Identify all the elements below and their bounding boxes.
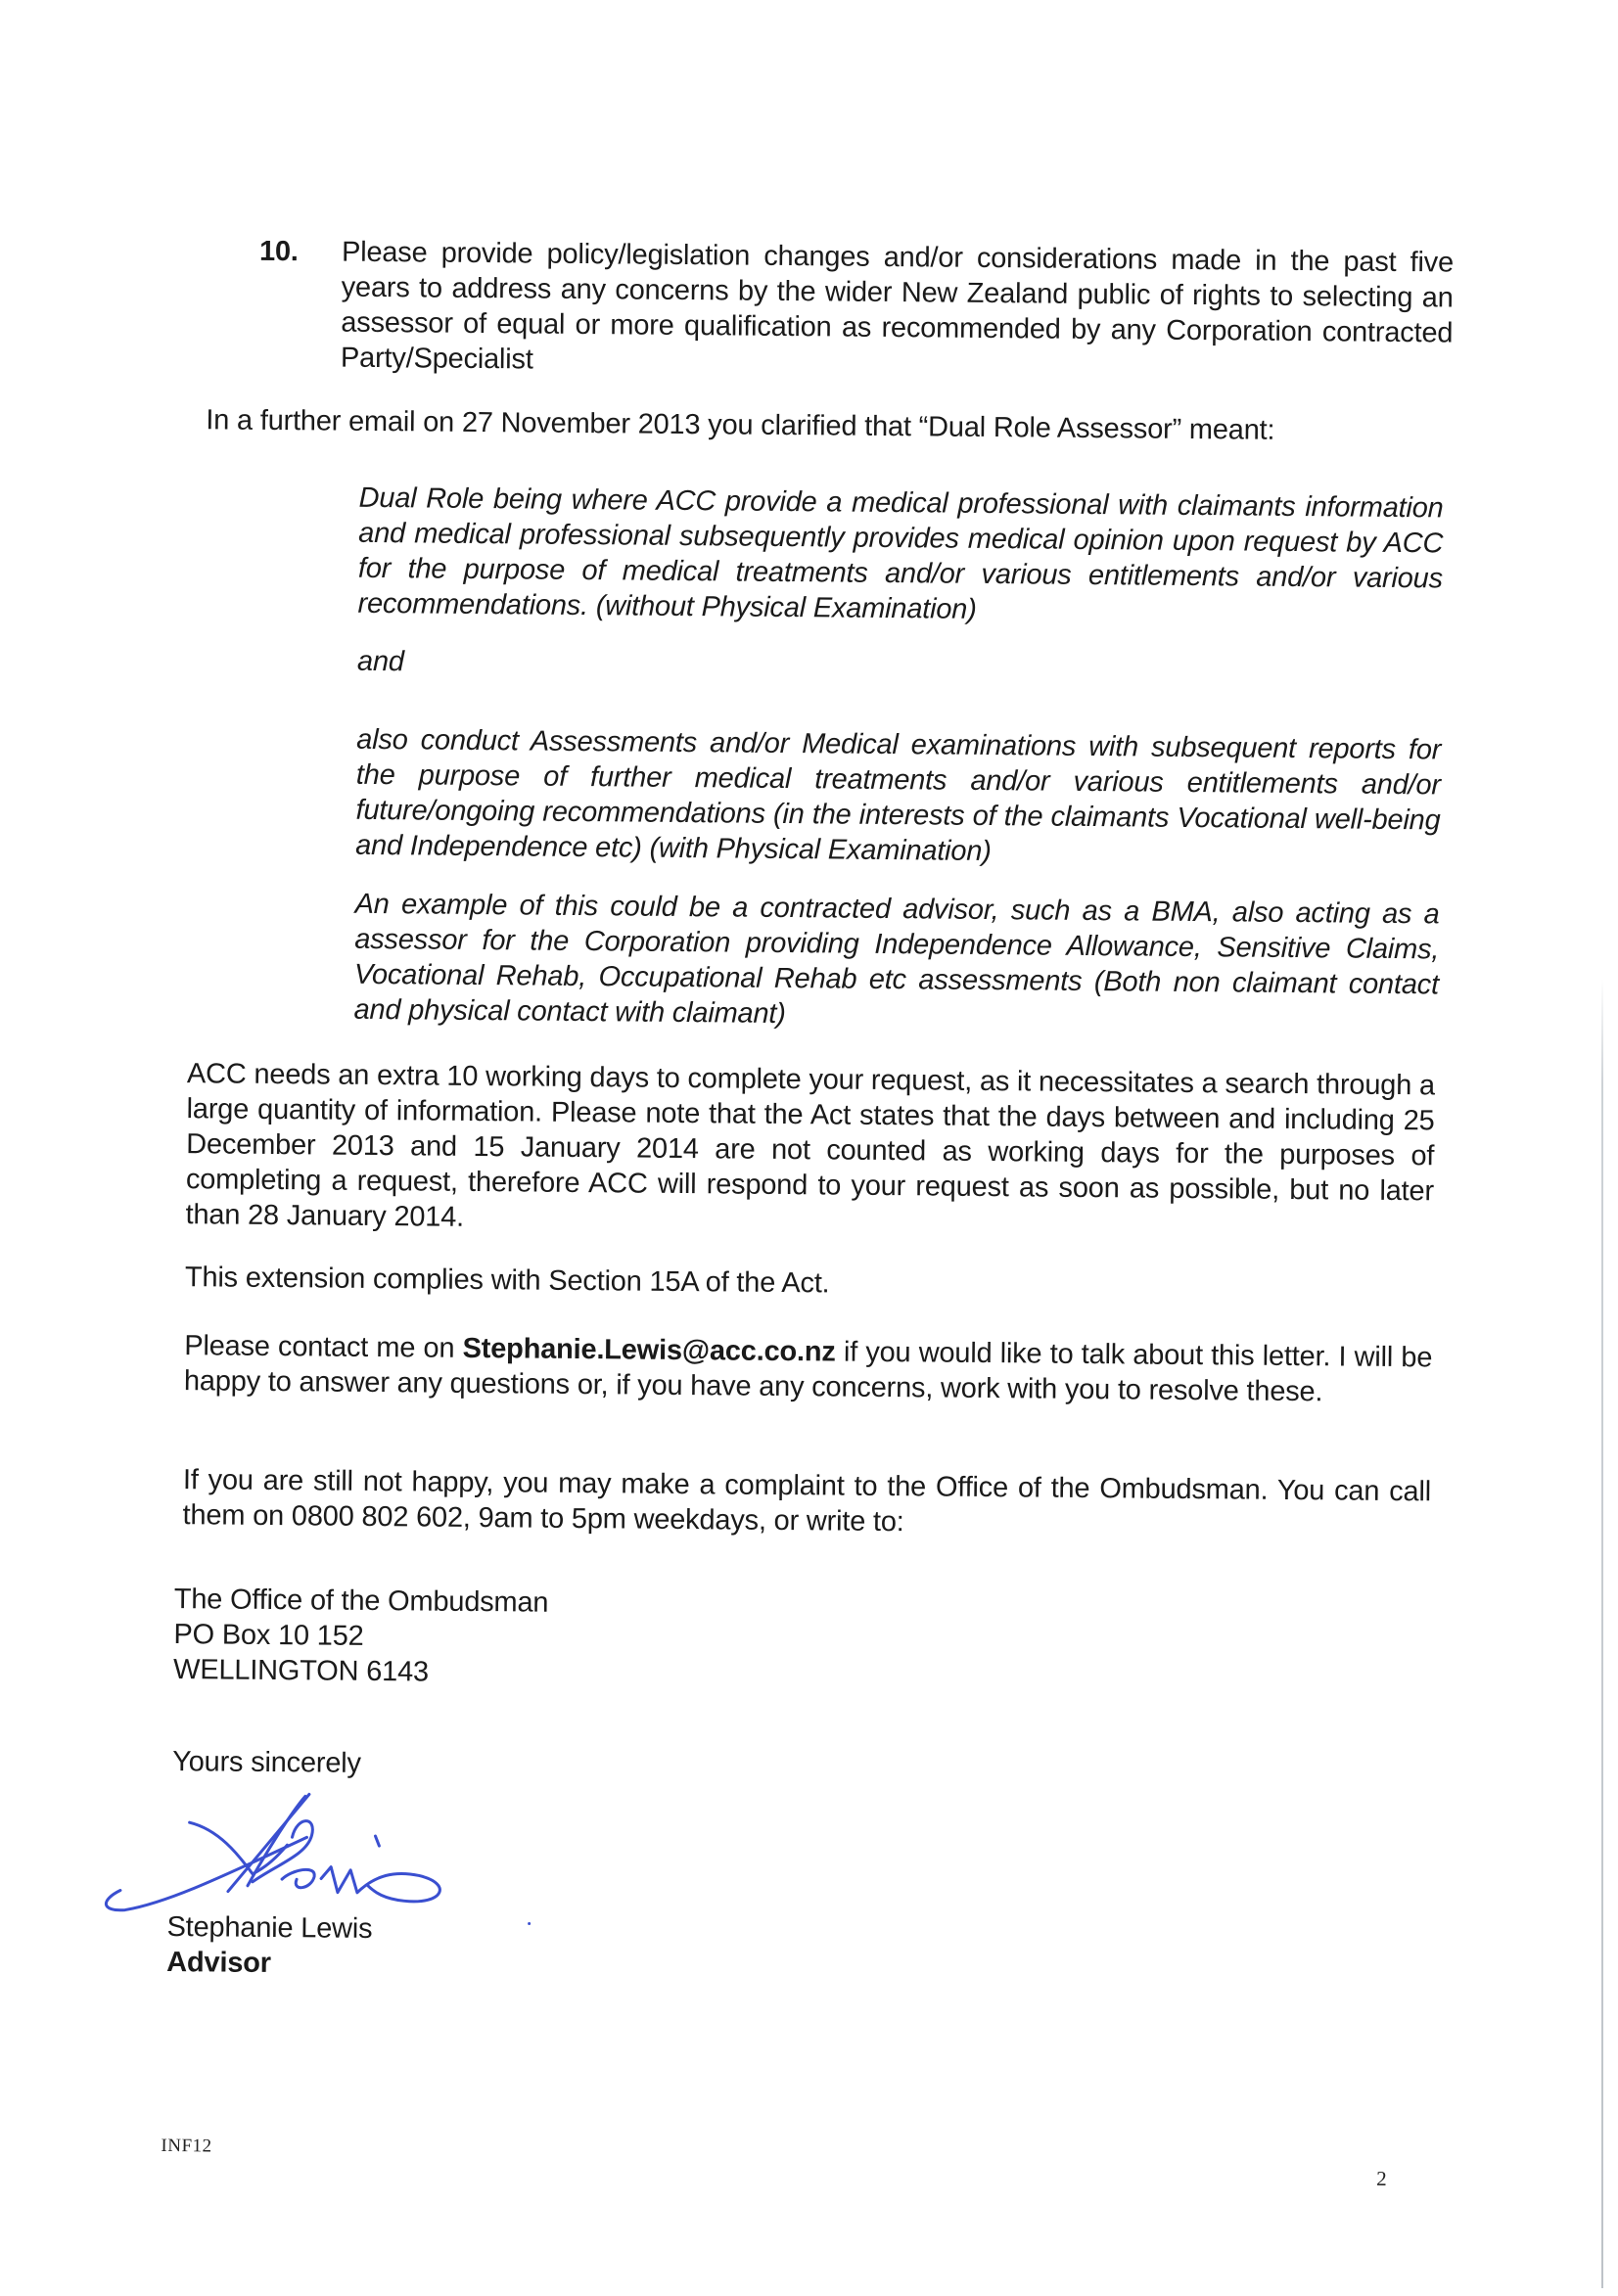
numbered-request-item	[258, 234, 1454, 387]
ombudsman-paragraph: If you are still not happy, you may make a complaint to the Office of the Ombudsman. You can call them on 0800 802 602, 9am to 5pm weekdays, or write to:	[182, 1464, 1432, 1538]
form-code: INF12	[161, 2135, 212, 2157]
quoted-definition-paragraph-3: An example of this could be a contracted advisor, such as a BMA, also acting as a assessor for the Corporation providing Independence Allowance, Sensitive Claims, Vocational Rehab, Occupational Rehab etc assessments (Both non claimant contact and physical contact with claimant)	[353, 888, 1440, 1031]
scan-edge-line	[1601, 979, 1603, 2288]
handwritten-signature	[81, 1774, 552, 1926]
quoted-conjunction: and	[356, 645, 404, 678]
page-number: 2	[1376, 2166, 1387, 2190]
contact-email-link[interactable]: Stephanie.Lewis@acc.co.nz	[462, 1332, 836, 1368]
signature-stroke-loop	[189, 1822, 287, 1874]
address-line-3: WELLINGTON 6143	[172, 1654, 430, 1688]
item-text: Please provide policy/legislation changes and/or considerations made in the past five years to address any concerns by the wider New Zealand public of rights to selecting an assessor of equal or more qualification as recommended by any Corporation contracted Party/Specialist	[340, 236, 1455, 376]
quoted-definition-paragraph-2: also conduct Assessments and/or Medical examinations with subsequent reports for the purpose of further medical treatments and/or various entitlements and/or future/ongoing recommendations (in the interests of the claimants Vocational well-being and Independence etc) (with Physical Examination)	[355, 723, 1442, 868]
address-line-2: PO Box 10 152	[173, 1619, 364, 1652]
signature-stroke-wis	[321, 1867, 440, 1903]
compliance-statement: This extension complies with Section 15A of the Act.	[184, 1262, 830, 1300]
extension-paragraph: ACC needs an extra 10 working days to complete your request, as it necessitates a search through a large quantity of information. Please note that the Act states that the days between and including 25 December 2013 and 15 January 2014 are not counted as working days for the purposes of completing a request, therefore ACC will respond to your request as soon as possible, but no later than 28 January 2014.	[185, 1058, 1436, 1233]
item-number: 10.	[258, 235, 299, 268]
signature-stroke-e	[282, 1869, 314, 1888]
contact-suffix: if you would like to talk about this letter. I will be happy to answer any questions or, if you have any concerns, work with you to resolve these.	[183, 1336, 1433, 1408]
signature-stroke-dot	[375, 1836, 379, 1846]
closing-salutation: Yours sincerely	[172, 1746, 361, 1779]
clarification-intro: In a further email on 27 November 2013 you clarified that “Dual Role Assessor” meant:	[206, 404, 1275, 446]
signatory-title: Advisor	[166, 1946, 271, 1980]
ombudsman-address	[173, 1582, 762, 1693]
quoted-definition-paragraph-1: Dual Role being where ACC provide a medical professional with claimants information and medical professional subsequently provides medical opinion upon request by ACC for the purpose of medical treatments and/or various entitlements and/or various recommendations. (without Physical Examination)	[357, 482, 1444, 625]
contact-paragraph	[184, 1328, 1433, 1410]
address-line-1: The Office of the Ombudsman	[173, 1584, 549, 1619]
signature-stroke-sweep	[106, 1835, 306, 1911]
contact-prefix: Please contact me on	[184, 1330, 463, 1364]
signatory-name: Stephanie Lewis	[166, 1910, 373, 1946]
